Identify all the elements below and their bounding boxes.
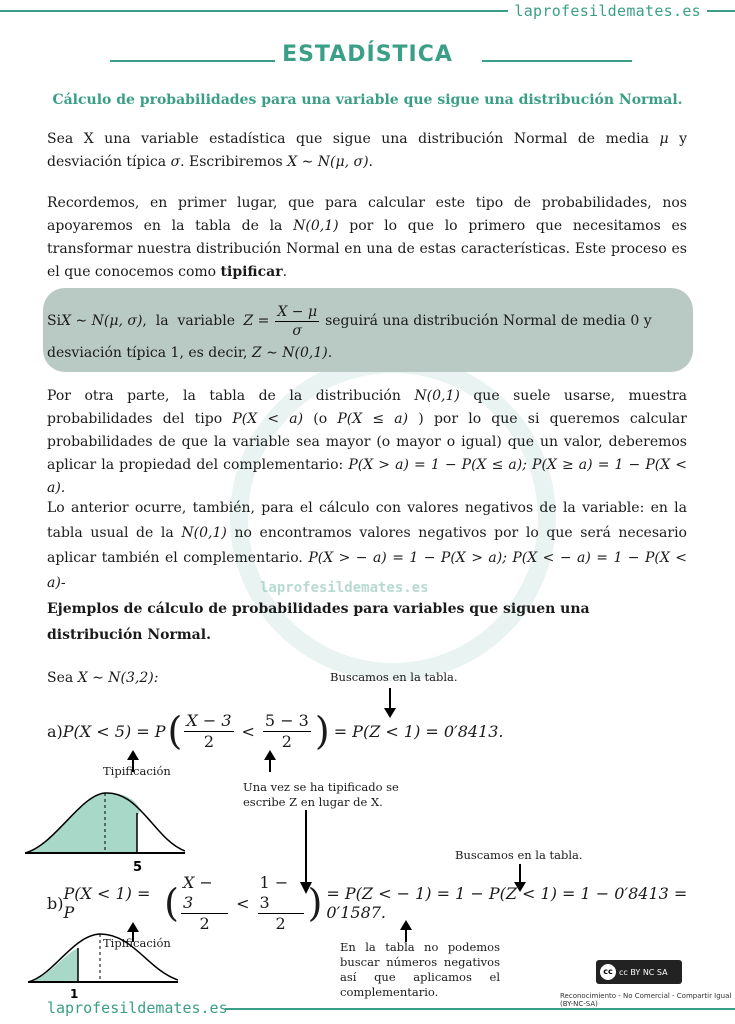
note-buscamos-2: Buscamos en la tabla.: [455, 848, 583, 862]
brand-footer[interactable]: laprofesildemates.es: [47, 999, 228, 1017]
subtitle: Cálculo de probabilidades para una variable que sigue una distribución Normal.: [52, 92, 683, 108]
top-rule-right: [703, 10, 735, 12]
example-b-equation: b) P(X < 1) = P ( X − 3 2 < 1 − 3 2 ) = P(Z < − 1) = 1 − P(Z < 1) = 1 − 0′8413 = 0′1587.: [47, 872, 688, 933]
license-text: Reconocimiento - No Comercial - Compartir Igual (BY-NC-SA): [560, 992, 732, 1008]
note-en-la-tabla: En la tabla no podemos buscar números negativos así que aplicamos el complementario.: [340, 940, 500, 999]
recordemos-paragraph: Recordemos, en primer lugar, que para calcular este tipo de probabilidades, nos apoyaremos en la tabla de la N(0,1) por lo que lo primero que necesitamos es transformar nuestra distribución Normal en una de estas características. Este proceso es el que conocemos como tipificar.: [47, 195, 687, 280]
otra-paragraph: Por otra parte, la tabla de la distribución N(0,1) que suele usarse, muestra probabilidades del tipo P(X < a) (o P(X ≤ a) ) por lo que si queremos calcular probabilidades de que la variable sea mayor (o mayor o igual) que un valor, deberemos aplicar la propiedad del complementario: P(X > a) = 1 − P(X ≤ a); P(X ≥ a) = 1 − P(X < a).: [47, 388, 687, 496]
arrow-up-icon: [262, 750, 278, 772]
graph-b-label: 1: [70, 987, 79, 1000]
note-tipificacion-2: Tipificación: [103, 936, 171, 950]
anterior-paragraph: Lo anterior ocurre, también, para el cálculo con valores negativos de la variable: en la tabla usual de la N(0,1) no encontramos valores negativos por lo que será necesario aplicar también el complementario. P(X > − a) = 1 − P(X > a); P(X < − a) = 1 − P(X < a)-: [47, 500, 687, 591]
cc-license-badge[interactable]: [596, 960, 682, 984]
normal-curve-graph-b: [28, 930, 178, 1000]
watermark-text: laprofesildemates.es: [260, 580, 429, 596]
note-una-vez: Una vez se ha tipificado se escribe Z en lugar de X.: [243, 780, 399, 809]
arrow-up-icon: [398, 920, 414, 942]
normal-curve-graph-a: [25, 785, 185, 875]
example-a-equation: a) P(X < 5) = P ( X − 3 2 < 5 − 3 2 ) = P(Z < 1) = 0′8413.: [47, 709, 504, 753]
note-buscamos-1: Buscamos en la tabla.: [330, 670, 458, 684]
top-rule: [0, 10, 520, 12]
examples-title: Ejemplos de cálculo de probabilidades para variables que siguen una distribución Normal.: [47, 601, 590, 643]
note-tipificacion-1: Tipificación: [103, 764, 171, 778]
graph-a-label: 5: [133, 860, 143, 875]
bottom-rule: [225, 1008, 735, 1010]
definition-text: Si X ∼ N(μ, σ) , la variable Z = $\frac{X - \mu}{\sigma}$ seguirá una distribución Normal de media 0 y desviación típica 1, es decir, Z ∼ N(0,1).: [47, 304, 652, 361]
license-badge-label: cc BY NC SA: [619, 967, 668, 977]
sea-line: Sea X ∼ N(3,2):: [47, 670, 159, 686]
brand-header[interactable]: laprofesildemates.es: [508, 2, 707, 20]
cc-icon: cc: [600, 964, 616, 980]
intro-paragraph: Sea X una variable estadística que sigue una distribución Normal de media μ y desviación típica σ. Escribiremos X ∼ N(μ, σ).: [47, 131, 688, 170]
page-title: ESTADÍSTICA: [282, 42, 453, 67]
